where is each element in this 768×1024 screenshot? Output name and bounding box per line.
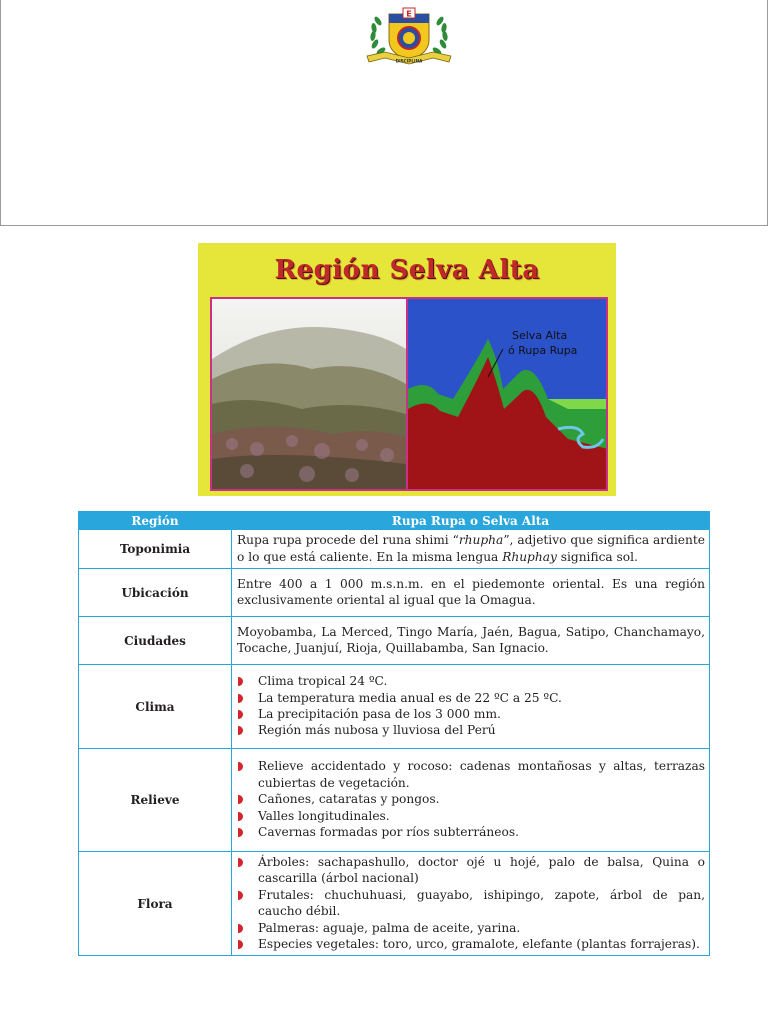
bullet-icon xyxy=(238,677,243,686)
bullet-icon xyxy=(238,812,243,821)
row-value: Rupa rupa procede del runa shimi “rhupha”, adjetivo que significa ardiente o lo que está caliente. En la misma lengua Rhuphay significa sol. xyxy=(232,530,710,569)
bullet-icon xyxy=(238,828,243,837)
school-crest-logo xyxy=(361,6,457,68)
header-frame xyxy=(0,0,768,226)
table-row xyxy=(79,617,710,665)
svg-text:Selva Alta: Selva Alta xyxy=(512,329,568,342)
bullet-icon xyxy=(238,694,243,703)
table-header-row xyxy=(79,512,710,530)
row-label: Toponimia xyxy=(79,530,232,569)
list-item: Cavernas formadas por ríos subterráneos. xyxy=(237,824,705,840)
bullet-icon xyxy=(238,795,243,804)
bullet-icon xyxy=(238,710,243,719)
row-value xyxy=(232,749,710,852)
selva-alta-diagram xyxy=(406,299,608,489)
region-poster xyxy=(198,243,616,496)
list-item: Región más nubosa y lluviosa del Perú xyxy=(237,722,705,738)
svg-text:DISCIPLINA: DISCIPLINA xyxy=(395,58,423,64)
table-row xyxy=(79,852,710,956)
bullet-icon xyxy=(238,858,243,867)
row-label: Ciudades xyxy=(79,617,232,665)
svg-text:ó Rupa Rupa: ó Rupa Rupa xyxy=(508,344,578,357)
row-label: Flora xyxy=(79,852,232,956)
mountain-forest-photo xyxy=(212,299,406,489)
list-item: La precipitación pasa de los 3 000 mm. xyxy=(237,706,705,722)
region-info-table xyxy=(78,511,710,956)
row-value: Entre 400 a 1 000 m.s.n.m. en el piedemonte oriental. Es una región exclusivamente oriental al igual que la Omagua. xyxy=(232,569,710,617)
header-region-name: Rupa Rupa o Selva Alta xyxy=(232,512,710,530)
list-item: Relieve accidentado y rocoso: cadenas montañosas y altas, terrazas cubiertas de vegetación. xyxy=(237,758,705,791)
poster-title: Región Selva Alta xyxy=(274,255,540,285)
table-row xyxy=(79,569,710,617)
row-label: Clima xyxy=(79,665,232,749)
row-value xyxy=(232,665,710,749)
table-row xyxy=(79,665,710,749)
svg-text:E: E xyxy=(406,9,412,19)
bullet-icon xyxy=(238,924,243,933)
row-value: Moyobamba, La Merced, Tingo María, Jaén, Bagua, Satipo, Chanchamayo, Tocache, Juanjuí, Rioja, Quillabamba, San Ignacio. xyxy=(232,617,710,665)
bullet-icon xyxy=(238,940,243,949)
row-value xyxy=(232,852,710,956)
row-label: Ubicación xyxy=(79,569,232,617)
list-item: Valles longitudinales. xyxy=(237,808,705,824)
bullet-icon xyxy=(238,726,243,735)
poster-frame xyxy=(210,297,608,491)
list-item: Palmeras: aguaje, palma de aceite, yarina. xyxy=(237,920,705,936)
table-row xyxy=(79,749,710,852)
bullet-icon xyxy=(238,891,243,900)
list-item: La temperatura media anual es de 22 ºC a 25 ºC. xyxy=(237,690,705,706)
list-item: Clima tropical 24 ºC. xyxy=(237,673,705,689)
bullet-icon xyxy=(238,762,243,771)
list-item: Especies vegetales: toro, urco, gramalote, elefante (plantas forrajeras). xyxy=(237,936,705,952)
list-item: Cañones, cataratas y pongos. xyxy=(237,791,705,807)
row-label: Relieve xyxy=(79,749,232,852)
list-item: Frutales: chuchuhuasi, guayabo, ishipingo, zapote, árbol de pan, caucho débil. xyxy=(237,887,705,920)
table-row xyxy=(79,530,710,569)
header-region: Región xyxy=(79,512,232,530)
list-item: Árboles: sachapashullo, doctor ojé u hojé, palo de balsa, Quina o cascarilla (árbol nacional) xyxy=(237,854,705,887)
